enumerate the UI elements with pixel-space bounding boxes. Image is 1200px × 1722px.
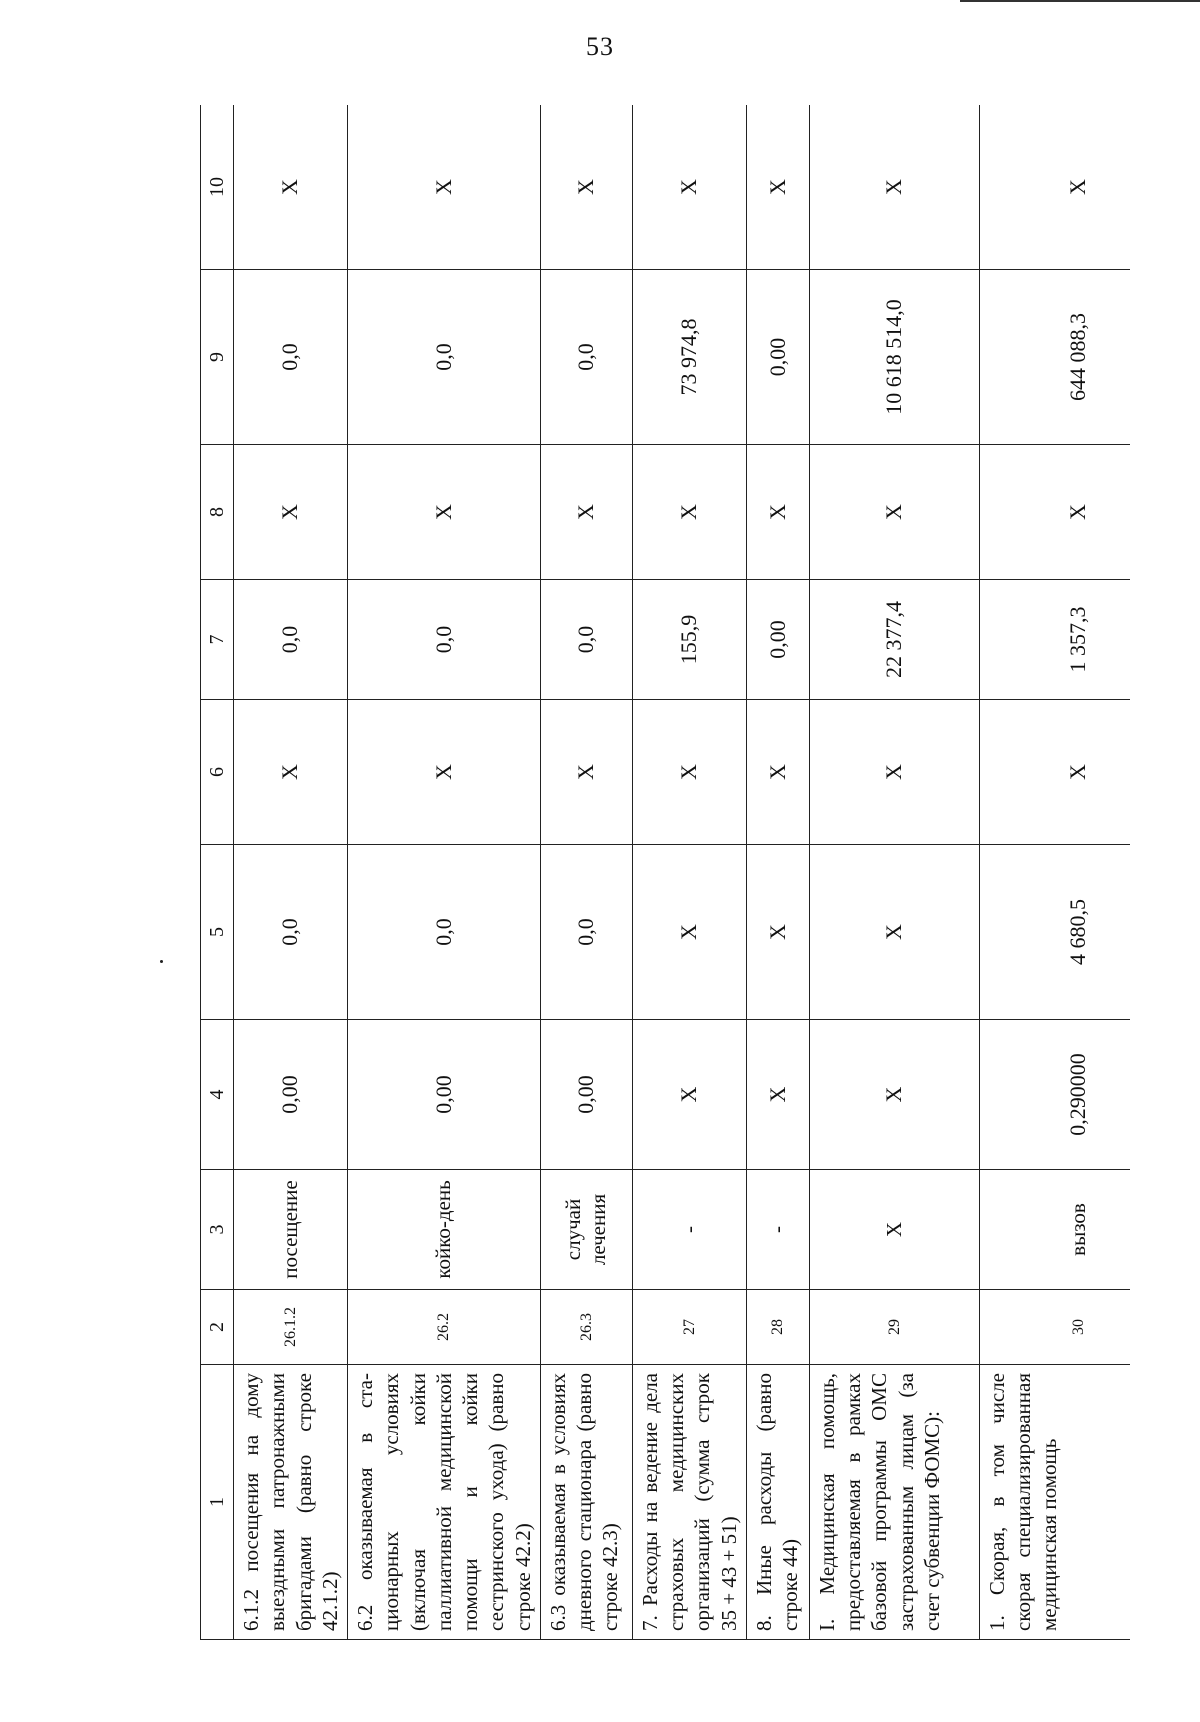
cell-col5: X [746,845,809,1020]
header-cell: 8 [201,445,234,580]
cell-col8: X [348,445,541,580]
header-cell: 9 [201,270,234,445]
cell-col5: 0,0 [348,845,541,1020]
cell-col7: 0,00 [746,580,809,700]
budget-table [200,105,1130,1640]
cell-col10: X [809,105,979,270]
row-code: 26.2 [348,1290,541,1365]
cell-col4: 0,00 [540,1020,632,1170]
cell-col8: X [540,445,632,580]
row-unit: вызов [979,1170,1130,1290]
cell-col7: 0,0 [540,580,632,700]
header-cell: 6 [201,700,234,845]
cell-col7: 0,0 [234,580,348,700]
header-cell: 1 [201,1365,234,1640]
rotated-table-area [200,105,1130,1640]
cell-col10: X [632,105,746,270]
header-cell: 5 [201,845,234,1020]
row-description: 1. Скорая, в том числе скорая специализированная медицинская помощь [979,1365,1130,1640]
table-row [234,105,348,1640]
cell-col9: 644 088,3 [979,270,1130,445]
table-row [979,105,1130,1640]
cell-col8: X [234,445,348,580]
cell-col6: X [348,700,541,845]
cell-col10: X [540,105,632,270]
table-row [746,105,809,1640]
cell-col7: 22 377,4 [809,580,979,700]
rotated-table [200,105,1130,1640]
cell-col7: 1 357,3 [979,580,1130,700]
cell-col8: X [746,445,809,580]
cell-col5: X [809,845,979,1020]
row-code: 26.3 [540,1290,632,1365]
header-cell: 2 [201,1290,234,1365]
row-unit: - [632,1170,746,1290]
cell-col4: X [809,1020,979,1170]
header-cell: 7 [201,580,234,700]
cell-col9: 73 974,8 [632,270,746,445]
cell-col9: 10 618 514,0 [809,270,979,445]
cell-col9: 0,0 [540,270,632,445]
header-cell: 3 [201,1170,234,1290]
cell-col5: X [632,845,746,1020]
cell-col9: 0,0 [348,270,541,445]
cell-col10: X [348,105,541,270]
header-cell: 10 [201,105,234,270]
row-unit: посещение [234,1170,348,1290]
table-row [809,105,979,1640]
row-description: 6.1.2 посещения на дому выездными патронажными бригадами (равно строке 42.1.2) [234,1365,348,1640]
cell-col6: X [809,700,979,845]
cell-col4: 0,00 [348,1020,541,1170]
cell-col8: X [979,445,1130,580]
row-unit: койко-день [348,1170,541,1290]
row-unit: X [809,1170,979,1290]
cell-col6: X [746,700,809,845]
cell-col6: X [234,700,348,845]
table-row [348,105,541,1640]
cell-col6: X [632,700,746,845]
cell-col10: X [746,105,809,270]
row-unit: - [746,1170,809,1290]
row-code: 26.1.2 [234,1290,348,1365]
table-row [540,105,632,1640]
cell-col6: X [979,700,1130,845]
cell-col5: 4 680,5 [979,845,1130,1020]
table-row [632,105,746,1640]
cell-col8: X [632,445,746,580]
cell-col9: 0,0 [234,270,348,445]
row-description: 8. Иные расходы (равно строке 44) [746,1365,809,1640]
row-description: 7. Расходы на ведение дела страховых медицинских организаций (сумма строк 35 + 43 + 51) [632,1365,746,1640]
row-description: I. Медицинская помощь, предоставляемая в рамках базовой программы ОМС застрахованным лицам (за счет субвенции ФОМС): [809,1365,979,1640]
header-row [201,105,234,1640]
row-code: 30 [979,1290,1130,1365]
row-code: 28 [746,1290,809,1365]
cell-col5: 0,0 [540,845,632,1020]
row-description: 6.2 оказываемая в стационарных условиях (включая койки паллиативной медицинской помощи и койки сестринского ухода) (равно строке 42.2) [348,1365,541,1640]
row-description: 6.3 оказываемая в условиях дневного стационара (равно строке 42.3) [540,1365,632,1640]
cell-col4: 0,00 [234,1020,348,1170]
cell-col10: X [234,105,348,270]
top-rule [960,0,1200,2]
row-code: 27 [632,1290,746,1365]
cell-col4: 0,290000 [979,1020,1130,1170]
row-code: 29 [809,1290,979,1365]
cell-col4: X [632,1020,746,1170]
page-number: 53 [586,32,614,61]
header-cell: 4 [201,1020,234,1170]
cell-col7: 0,0 [348,580,541,700]
cell-col8: X [809,445,979,580]
cell-col7: 155,9 [632,580,746,700]
scan-speck [160,960,163,963]
row-unit: случай лечения [540,1170,632,1290]
cell-col9: 0,00 [746,270,809,445]
cell-col6: X [540,700,632,845]
cell-col10: X [979,105,1130,270]
cell-col4: X [746,1020,809,1170]
cell-col5: 0,0 [234,845,348,1020]
